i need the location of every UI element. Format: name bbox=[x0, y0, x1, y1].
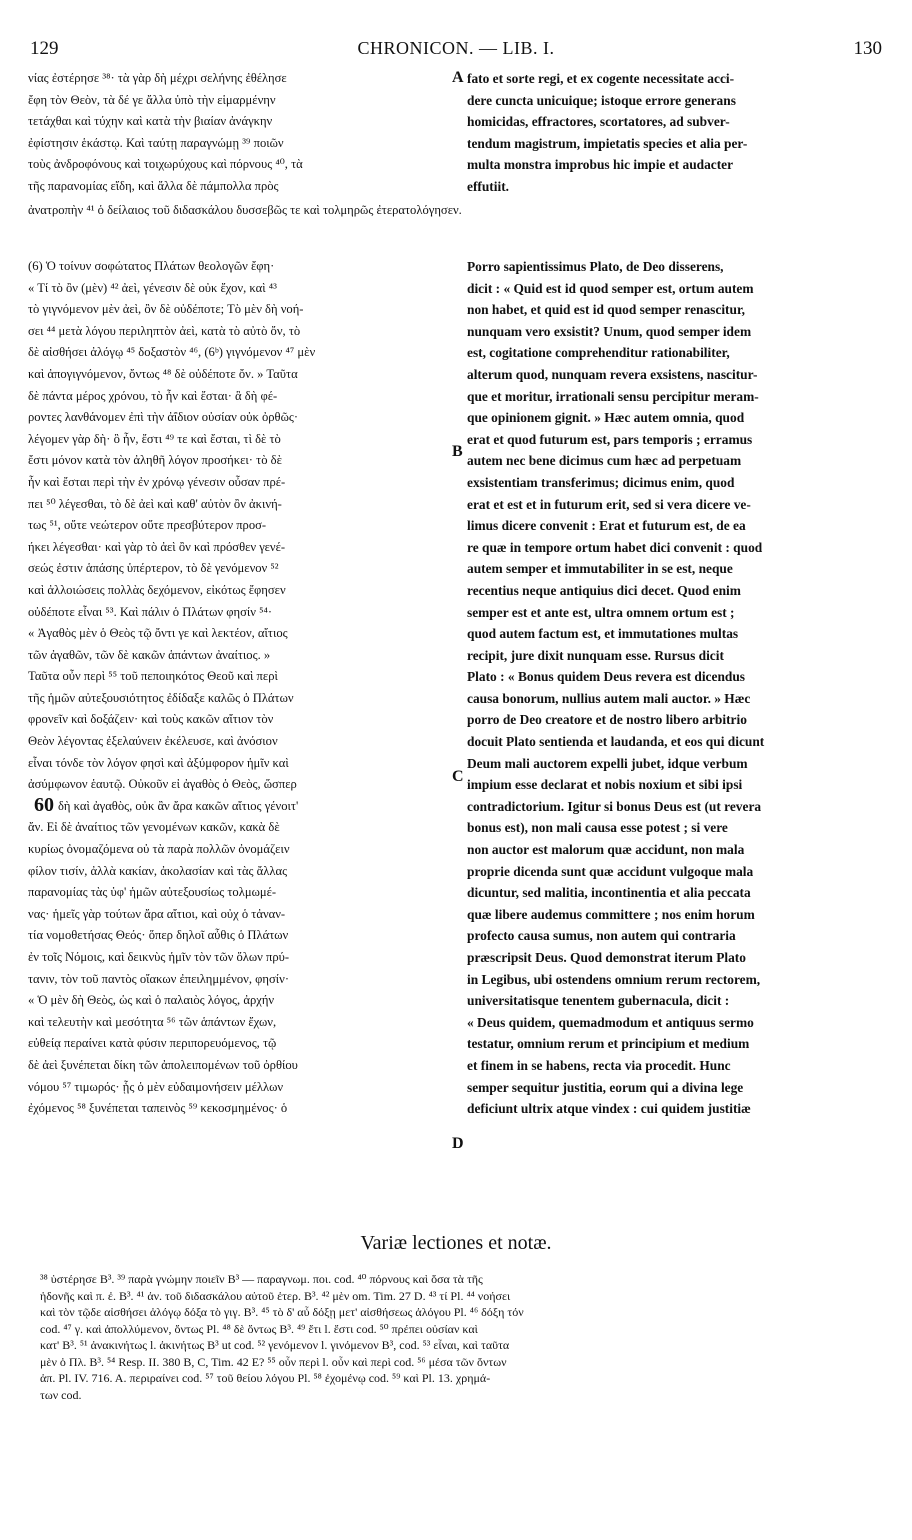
text-line: dere cuncta unicuique; istoque errore generans bbox=[467, 92, 736, 108]
text-line: ήκει λέγεσθαι· καὶ γὰρ τὸ ἀεὶ ὂν καὶ πρόσθεν γενέ- bbox=[28, 539, 286, 554]
text-line: est, cogitatione comprehenditur rationabiliter, bbox=[467, 345, 730, 361]
margin-letter-b: B bbox=[452, 443, 463, 460]
text-line: τως ⁵¹, οὔτε νεώτερον οὔτε πρεσβύτερον προσ- bbox=[28, 518, 267, 533]
text-line: testatur, omnium rerum et principium et medium bbox=[467, 1036, 750, 1052]
text-line: autem semper et immutabiliter in se est, neque bbox=[467, 561, 733, 577]
text-line: dicuntur, sed malitia, incontinentia et alia peccata bbox=[467, 885, 751, 901]
text-line: καὶ τελευτὴν καὶ μεσότητα ⁵⁶ τῶν ἁπάντων ἔχων, bbox=[28, 1014, 277, 1029]
text-line: ἐχόμενος ⁵⁸ ξυνέπεται ταπεινὸς ⁵⁹ κεκοσμημένος· ὁ bbox=[28, 1101, 288, 1116]
text-line: porro de Deo creatore et de nostro libero arbitrio bbox=[467, 712, 747, 728]
note-line: ³⁸ ὑστέρησε B³. ³⁹ παρὰ γνώμην ποιεῖν B³ — παραγνωμ. ποι. cod. ⁴⁰ πόρνους καὶ ὅσα τὰ τῆς bbox=[40, 1272, 483, 1286]
text-line: οὐδέποτε εἶναι ⁵³. Καὶ πάλιν ὁ Πλάτων φησίν ⁵⁴· bbox=[28, 604, 273, 619]
text-line: κυρίως ὀνομαζόμενα οὐ τὰ παρὰ πολλῶν ὀνομάζειν bbox=[28, 842, 290, 857]
margin-letter-d: D bbox=[452, 1135, 464, 1152]
text-line: πει ⁵⁰ λέγεσθαι, τὸ δὲ ἀεὶ καὶ καθ' αὐτὸν ὂν ἀκινή- bbox=[28, 496, 282, 511]
text-line: effutiit. bbox=[467, 178, 510, 194]
text-line: in Legibus, ubi ostendens omnium rerum rectorem, bbox=[467, 971, 761, 987]
text-line: semper est et ante est, ultra omnem ortum est ; bbox=[467, 604, 735, 620]
text-line: dicit : « Quid est id quod semper est, ortum autem bbox=[467, 280, 754, 296]
critical-notes bbox=[40, 1271, 885, 1403]
text-line: τὸ γιγνόμενον μὲν ἀεὶ, ὂν δὲ οὐδέποτε; Τὸ μὲν δὴ νοή- bbox=[28, 302, 304, 317]
text-line: « Ἀγαθὸς μὲν ὁ Θεὸς τῷ ὄντι γε καὶ λεκτέον, αἴτιος bbox=[28, 626, 288, 641]
text-line: σει ⁴⁴ μετὰ λόγου περιληπτὸν ἀεὶ, κατὰ τὸ αὐτὸ ὄν, τὸ bbox=[28, 323, 301, 338]
text-line: que opinionem gignit. » Hæc autem omnia, quod bbox=[467, 410, 745, 426]
text-line: erat et est et in futurum erit, sed si vera dicere ve- bbox=[467, 496, 751, 512]
text-line: limus dicere convenit : Erat et futurum est, de ea bbox=[467, 518, 746, 534]
top-latin-block bbox=[467, 68, 877, 198]
text-line: δὲ πάντα μέρος χρόνου, τὸ ἦν καὶ ἔσται· ἃ δὴ φέ- bbox=[28, 388, 278, 403]
text-line: τετάχθαι καὶ τύχην καὶ κατὰ τὴν βιαίαν ἀνάγκην bbox=[28, 114, 273, 129]
note-line: ἀπ. Pl. IV. 716. A. περιραίνει cod. ⁵⁷ τοῦ θείου λόγου Pl. ⁵⁸ ἐχομένῳ cod. ⁵⁹ καὶ Pl. 13. χρημά- bbox=[40, 1371, 491, 1385]
margin-letter-a: A bbox=[452, 69, 464, 86]
text-line: ροντες λανθάνομεν ἐπὶ τὴν ἀΐδιον οὐσίαν οὐκ ὀρθῶς· bbox=[28, 410, 299, 425]
text-line: Θεὸν λέγοντας ἐξελαύνειν ἐκέλευσε, καὶ ἀνόσιον bbox=[28, 734, 278, 749]
text-line: « Ὁ μὲν δὴ Θεὸς, ὡς καὶ ὁ παλαιὸς λόγος, ἀρχήν bbox=[28, 993, 275, 1008]
text-line: τία νομοθετήσας Θεός· ὅπερ δηλοῖ αὖθις ὁ Πλάτων bbox=[28, 928, 289, 943]
text-line: causa bonorum, nullius autem mali auctor. » Hæc bbox=[467, 690, 751, 706]
text-line: impium esse declarat et nobis noxium et sibi ipsi bbox=[467, 777, 743, 793]
text-line: recipit, jure dixit nunquam esse. Rursus dicit bbox=[467, 647, 724, 663]
text-line: νας· ἡμεῖς γὰρ τούτων ἄρα αἴτιοι, καὶ οὐχ ὁ τἀναν- bbox=[28, 906, 286, 921]
text-line: quod autem factum est, et immutationes multas bbox=[467, 626, 739, 642]
text-line: homicidas, effractores, scortatores, ad subver- bbox=[467, 114, 730, 130]
note-line: κατ' B³. ⁵¹ ἀνακινήτως l. ἀκινήτως B³ ut cod. ⁵² γενόμενον l. γινόμενον B³, cod. ⁵³ εἶναι, καὶ ταῦτα bbox=[40, 1338, 510, 1352]
text-line: τοὺς ἀνδροφόνους καὶ τοιχωρύχους καὶ πόρνους ⁴⁰, τὰ bbox=[28, 157, 303, 172]
text-line: ἔστι μόνον κατὰ τὸν ἀληθῆ λόγον προσήκει· τὸ δὲ bbox=[28, 453, 282, 468]
text-line: ἔφη τὸν Θεὸν, τὰ δέ γε ἄλλα ὑπὸ τὴν εἱμαρμένην bbox=[28, 92, 276, 107]
latin-column bbox=[467, 256, 877, 1120]
text-line: εὐθείᾳ περαίνει κατὰ φύσιν περιπορευόμενος, τῷ bbox=[28, 1036, 277, 1051]
text-line: παρανομίας τὰς ὑφ' ἡμῶν αὐτεξουσίως τολμωμέ- bbox=[28, 885, 277, 900]
text-line: alterum quod, nunquam revera exsistens, nascitur- bbox=[467, 366, 758, 382]
note-line: των cod. bbox=[40, 1387, 82, 1402]
text-line: νίας ἐστέρησε ³⁸· τὰ γὰρ δὴ μέχρι σελήνης ἐθέλησε bbox=[28, 71, 287, 85]
note-line: ἡδονῆς καὶ π. ἐ. B³. ⁴¹ ἀν. τοῦ διδασκάλου αὐτοῦ ἐτερ. B³. ⁴² μὲν om. Tim. 27 D. ⁴³ τί Pl. ⁴⁴ νοήσει bbox=[40, 1288, 511, 1303]
greek-column bbox=[28, 256, 452, 1120]
text-line: τανιν, τὸν τοῦ παντὸς οἴακων ἐπειλημμένον, φησίν· bbox=[28, 971, 290, 986]
text-line: Deum mali auctorem expelli jubet, idque verbum bbox=[467, 755, 748, 771]
text-line: λέγομεν γὰρ δὴ· ὃ ἦν, ἔστι ⁴⁹ τε καὶ ἔσται, τὶ δὲ τὸ bbox=[28, 431, 281, 446]
text-line: nunquam vero exsistit? Unum, quod semper idem bbox=[467, 323, 752, 339]
text-line: φρονεῖν καὶ δοξάζειν· καὶ τοὺς κακῶν αἴτιον τὸν bbox=[28, 712, 274, 727]
text-line: φίλον τισίν, ἀλλὰ κακίαν, ἀκολασίαν καὶ τὰς ἄλλας bbox=[28, 863, 288, 878]
greek-full-width-line: ἀνατροπὴν ⁴¹ ὁ δείλαιος τοῦ διδασκάλου δυσσεβῶς τε καὶ τολμηρῶς ἐτερατολόγησεν. bbox=[28, 203, 462, 217]
text-line: non habet, et quid est id quod semper renascitur, bbox=[467, 302, 746, 318]
text-line: δὴ καὶ ἀγαθὸς, οὐκ ἂν ἄρα κακῶν αἴτιος γένοιτ' bbox=[58, 798, 299, 813]
text-line: ἄν. Εἰ δὲ ἀναίτιος τῶν γενομένων κακῶν, κακὰ δὲ bbox=[28, 820, 280, 835]
text-line: recentius neque antiquius dici decet. Quod enim bbox=[467, 582, 741, 598]
text-line: εἶναι τόνδε τὸν λόγον φησὶ καὶ ἀξύμφορον ἡμῖν καὶ bbox=[28, 755, 289, 770]
text-line: τῶν ἀγαθῶν, τῶν δὲ κακῶν ἁπάντων ἀναίτιος. » bbox=[28, 647, 271, 662]
top-greek-block bbox=[28, 68, 452, 198]
text-line: semper sequitur justitia, eorum qui a divina lege bbox=[467, 1079, 744, 1095]
text-line: bonus est), non mali causa esse potest ; si vere bbox=[467, 820, 728, 836]
text-line: contradictorium. Igitur si bonus Deus est (ut revera bbox=[467, 798, 762, 814]
text-line: et finem in se habens, recta via procedit. Hunc bbox=[467, 1057, 731, 1073]
text-line: que et moritur, irrationali sensu percipitur meram- bbox=[467, 388, 759, 404]
text-line: multa monstra improbus hic impie et audacter bbox=[467, 157, 734, 173]
text-line: καὶ ἀπογιγνόμενον, ὄντως ⁴⁸ δὲ οὐδέποτε ὄν. » Ταῦτα bbox=[28, 366, 298, 381]
text-line: ἦν καὶ ἔσται περὶ τὴν ἐν χρόνῳ γένεσιν οὖσαν πρέ- bbox=[28, 474, 286, 489]
text-line: Plato : « Bonus quidem Deus revera est dicendus bbox=[467, 669, 745, 685]
column-number: 60 bbox=[34, 794, 54, 816]
note-line: cod. ⁴⁷ γ. καὶ ἀπολλύμενον, ὄντως Pl. ⁴⁸ δὲ ὄντως B³. ⁴⁹ ἔτι l. ἔστι cod. ⁵⁰ πρέπει οὐσίαν καὶ bbox=[40, 1321, 478, 1336]
running-header bbox=[30, 38, 882, 64]
text-line: τῆς ἡμῶν αὐτεξουσιότητος ἐδίδαξε καλῶς ὁ Πλάτων bbox=[28, 690, 294, 705]
text-line: « Τί τὸ ὂν (μὲν) ⁴² ἀεὶ, γένεσιν δὲ οὐκ ἔχον, καὶ ⁴³ bbox=[28, 280, 277, 295]
text-line: δὲ αἰσθήσει ἀλόγῳ ⁴⁵ δοξαστὸν ⁴⁶, (6ᵇ) γιγνόμενον ⁴⁷ μὲν bbox=[28, 345, 316, 360]
text-line: (6) Ὁ τοίνυν σοφώτατος Πλάτων θεολογῶν ἔφη· bbox=[28, 259, 275, 273]
text-line: « Deus quidem, quemadmodum et antiquus sermo bbox=[467, 1014, 754, 1030]
text-line: fato et sorte regi, et ex cogente necessitate acci- bbox=[467, 71, 735, 86]
text-line: præscripsit Deus. Quod demonstrat iterum Plato bbox=[467, 950, 746, 965]
text-line: profecto causa sumus, non autem qui contraria bbox=[467, 928, 736, 944]
text-line: docuit Plato sentienda et laudanda, et eos qui dicunt bbox=[467, 734, 765, 750]
text-line: erat et quod futurum est, pars temporis ; erramus bbox=[467, 431, 753, 447]
text-line: universitatisque tenentem gubernacula, dicit : bbox=[467, 993, 730, 1009]
text-line: deficiunt ultrix atque vindex : cui quidem justitiæ bbox=[467, 1101, 751, 1117]
text-line: ἐφίστησιν ἑκάστῳ. Καὶ ταύτῃ παραγνώμῃ ³⁹ ποιῶν bbox=[28, 135, 284, 150]
text-line: non auctor est malorum quæ accidunt, non mala bbox=[467, 842, 745, 858]
margin-letter-c: C bbox=[452, 768, 464, 785]
text-line: proprie dicenda sunt quæ accidunt vulgoque mala bbox=[467, 863, 754, 879]
text-line: tendum magistrum, impietatis species et alia per- bbox=[467, 135, 748, 151]
text-line: σεώς ἐστιν ἁπάσης ὑπέρτερον, τὸ δὲ γενόμενον ⁵² bbox=[28, 561, 279, 576]
text-line: καὶ ἀλλοιώσεις πολλὰς δεχόμενον, εἰκότως ἔφησεν bbox=[28, 582, 286, 597]
text-line: τῆς παρανομίας εἴδη, καὶ ἄλλα δὲ πάμπολλα πρὸς bbox=[28, 178, 279, 193]
text-line: ἐν τοῖς Νόμοις, καὶ δεικνὺς ἡμῖν τὸν τῶν ὅλων πρύ- bbox=[28, 950, 290, 964]
text-line: Ταῦτα οὖν περὶ ⁵⁵ τοῦ πεποιηκότος Θεοῦ καὶ περὶ bbox=[28, 669, 278, 684]
notes-heading: Variæ lectiones et notæ. bbox=[360, 1232, 552, 1254]
note-line: μὲν ὁ Πλ. B³. ⁵⁴ Resp. II. 380 B, C, Tim. 42 E? ⁵⁵ οὖν περὶ l. οὖν καὶ περὶ cod. ⁵⁶ μέσα τῶν ὄντων bbox=[40, 1354, 507, 1369]
page-number-left: 129 bbox=[30, 38, 59, 59]
text-line: autem nec bene dicimus cum hæc ad perpetuam bbox=[467, 453, 742, 469]
text-line: exsistentiam transferimus; dicimus enim, quod bbox=[467, 474, 735, 490]
running-title: CHRONICON. — LIB. I. bbox=[357, 38, 555, 58]
text-line: Porro sapientissimus Plato, de Deo disserens, bbox=[467, 259, 724, 274]
text-line: quæ libere audemus committere ; nos enim horum bbox=[467, 906, 755, 922]
text-line: δὲ ἀεὶ ξυνέπεται δίκη τῶν ἀπολειπομένων τοῦ ὀρθίου bbox=[28, 1057, 298, 1072]
text-line: νόμου ⁵⁷ τιμωρός· ᾗς ὁ μὲν εὐδαιμονήσειν μέλλων bbox=[28, 1079, 284, 1094]
page-number-right: 130 bbox=[853, 38, 882, 59]
text-line: ἀσύμφωνον ἑαυτῷ. Οὐκοῦν εἰ ἀγαθὸς ὁ Θεὸς, ὥσπερ bbox=[28, 777, 297, 792]
note-line: καὶ τὸν τῷδε αἰσθήσει ἀλόγῳ δόξα τὸ γιγ. B³. ⁴⁵ τὸ δ' αὖ δόξῃ μετ' αἰσθήσεως ἀλόγου Pl. ⁴⁶ δόξη τόν bbox=[40, 1305, 524, 1319]
text-line: re quæ in tempore ortum habet dici convenit : quod bbox=[467, 539, 763, 555]
